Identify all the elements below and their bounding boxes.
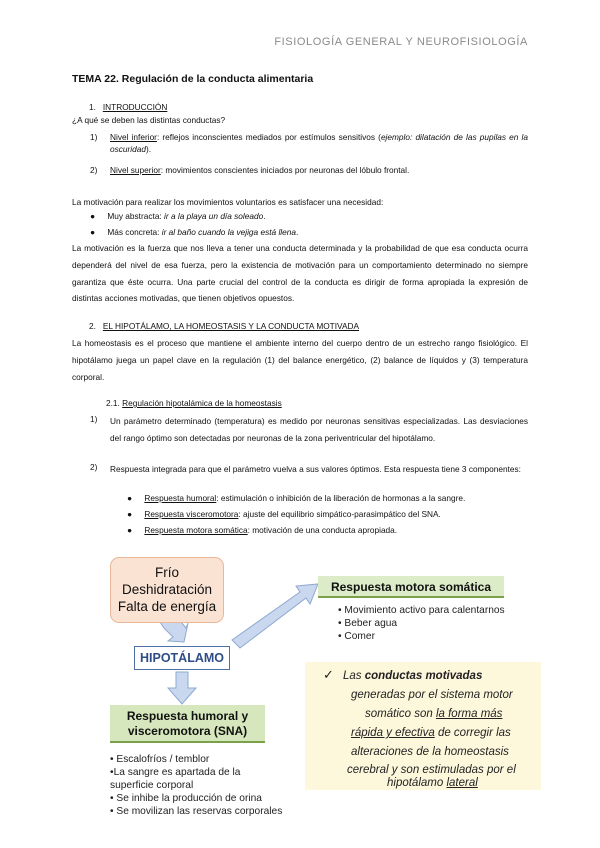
somatic-response-box: Respuesta motora somática bbox=[318, 576, 504, 598]
note-line-6: cerebral y son estimuladas por el bbox=[347, 764, 516, 776]
item-number: 2) bbox=[90, 165, 98, 175]
note-bold: conductas motivadas bbox=[364, 670, 483, 682]
stimuli-box bbox=[110, 557, 224, 623]
humoral-response-box bbox=[110, 705, 265, 743]
item-number: 1) bbox=[90, 132, 98, 142]
note-text: de corregir las bbox=[434, 727, 511, 739]
component-label: Respuesta humoral bbox=[144, 493, 217, 503]
somatic-list-item: • Movimiento activo para calentarnos bbox=[338, 605, 505, 616]
homeostasis-paragraph: La homeostasis es el proceso que mantiene el ambiente interno del cuerpo dentro de un estrecho rango fisiológico. El hipotálamo juega un papel clave en la regulación (1) del balance energético, (2) balance de líquidos y (3) temperatura corporal. bbox=[72, 338, 528, 382]
humoral-line-1: Respuesta humoral y bbox=[126, 709, 249, 723]
section2-number: 2. bbox=[89, 321, 96, 331]
humoral-list-item: •La sangre es apartada de la bbox=[110, 767, 241, 778]
note-text: somático son bbox=[365, 708, 436, 720]
humoral-list-item: • Se inhibe la producción de orina bbox=[110, 793, 262, 804]
motivation-paragraph: La motivación es la fuerza que nos lleva a tener una conducta determinada y la probabilidad de que esa conducta ocurra dependerá del nivel de esa fuerza, pero la existencia de motivación para un comportamiento determinado no siempre garantiza que éste ocurra. Una parte crucial del control de la conducta es dirigir de forma apropiada la expresión de distintas acciones motivadas, que tienen objetivos opuestos. bbox=[72, 243, 528, 304]
note-line-5: alteraciones de la homeostasis bbox=[351, 746, 509, 758]
item-end: ). bbox=[145, 144, 152, 155]
somatic-list-item: • Comer bbox=[338, 631, 375, 642]
note-underline: rápida y efectiva bbox=[351, 727, 435, 739]
component-text: : motivación de una conducta apropiada. bbox=[247, 525, 398, 535]
item-number: 1) bbox=[90, 414, 98, 424]
humoral-list-item: superficie corporal bbox=[110, 780, 194, 791]
course-header: FISIOLOGÍA GENERAL Y NEUROFISIOLOGÍA bbox=[274, 36, 528, 48]
bullet-example: ir al baño cuando la vejiga está llena bbox=[161, 227, 296, 237]
arrow-to-somatic bbox=[232, 584, 318, 648]
humoral-list bbox=[110, 753, 282, 818]
humoral-list-item: • Escalofríos / temblor bbox=[110, 754, 210, 765]
bullet-dot: ● bbox=[127, 525, 133, 535]
stimulus-energy: Falta de energía bbox=[117, 599, 217, 614]
motivation-intro: La motivación para realizar los movimientos voluntarios es satisfacer una necesidad: bbox=[72, 197, 384, 207]
component-label: Respuesta motora somática bbox=[144, 525, 248, 535]
bullet-dot: ● bbox=[127, 509, 133, 519]
subsection-title: Regulación hipotalámica de la homeostasis bbox=[122, 398, 282, 408]
arrow-to-humoral bbox=[168, 672, 196, 704]
section1-number: 1. bbox=[89, 102, 96, 112]
note-underline: la forma más bbox=[435, 708, 503, 720]
page-title: TEMA 22. Regulación de la conducta alimentaria bbox=[72, 73, 314, 85]
note-text: hipotálamo bbox=[387, 777, 447, 789]
item-example: ejemplo: dilatación de las pupilas en la oscuridad bbox=[110, 132, 529, 155]
item-body: : movimientos conscientes iniciados por neuronas del lóbulo frontal. bbox=[160, 165, 410, 175]
bullet-end: . bbox=[263, 211, 266, 221]
item-text: Un parámetro determinado (temperatura) es medido por neuronas sensitivas especializadas. Las desviaciones del rango óptimo son detectadas por neuronas de la zona periventricular del hipotálamo. bbox=[110, 416, 528, 443]
item-text: Respuesta integrada para que el parámetro vuelva a sus valores óptimos. Esta respuesta tiene 3 componentes: bbox=[110, 464, 521, 474]
component-text: : estimulación o inhibición de la liberación de hormonas a la sangre. bbox=[216, 493, 466, 503]
note-line-4 bbox=[351, 724, 511, 742]
bullet-dot: ● bbox=[127, 493, 133, 503]
motivated-behavior-note bbox=[305, 662, 541, 790]
stimulus-cold: Frío bbox=[154, 565, 179, 580]
check-icon: ✓ bbox=[323, 667, 334, 682]
hypothalamus-box: HIPOTÁLAMO bbox=[134, 646, 230, 670]
stimulus-dehydration: Deshidratación bbox=[121, 582, 213, 597]
bullet-dot: ● bbox=[90, 211, 96, 221]
note-line-1 bbox=[343, 667, 482, 685]
bullet-end: . bbox=[295, 227, 299, 237]
bullet-dot: ● bbox=[90, 227, 96, 237]
note-line-7 bbox=[387, 774, 478, 790]
bullet-label: Muy abstracta: bbox=[107, 211, 165, 221]
item-number: 2) bbox=[90, 462, 98, 472]
item-label: Nivel inferior bbox=[110, 132, 157, 142]
somatic-list-item: • Beber agua bbox=[338, 618, 398, 629]
note-line-2: generadas por el sistema motor bbox=[351, 689, 513, 701]
note-line-3 bbox=[365, 705, 502, 723]
component-text: : ajuste del equilibrio simpático-parasimpático del SNA. bbox=[238, 509, 441, 519]
subsection-number: 2.1. bbox=[106, 398, 120, 408]
bullet-label: Más concreta: bbox=[107, 227, 162, 237]
section2-title: EL HIPOTÁLAMO, LA HOMEOSTASIS Y LA CONDUCTA MOTIVADA bbox=[102, 321, 360, 331]
note-underline: lateral bbox=[446, 777, 478, 789]
section1-title: INTRODUCCIÓN bbox=[102, 102, 168, 112]
somatic-list bbox=[338, 604, 505, 643]
component-label: Respuesta visceromotora bbox=[144, 509, 239, 519]
humoral-list-item: • Se movilizan las reservas corporales bbox=[110, 806, 283, 817]
item-body: : reflejos inconscientes mediados por estímulos sensitivos ( bbox=[156, 132, 381, 142]
bullet-example: ir a la playa un día soleado bbox=[164, 211, 264, 221]
section1-question: ¿A qué se deben las distintas conductas? bbox=[72, 115, 226, 125]
item-label: Nivel superior bbox=[110, 165, 161, 175]
humoral-line-2: visceromotora (SNA) bbox=[127, 724, 248, 738]
note-text: Las bbox=[343, 670, 365, 682]
